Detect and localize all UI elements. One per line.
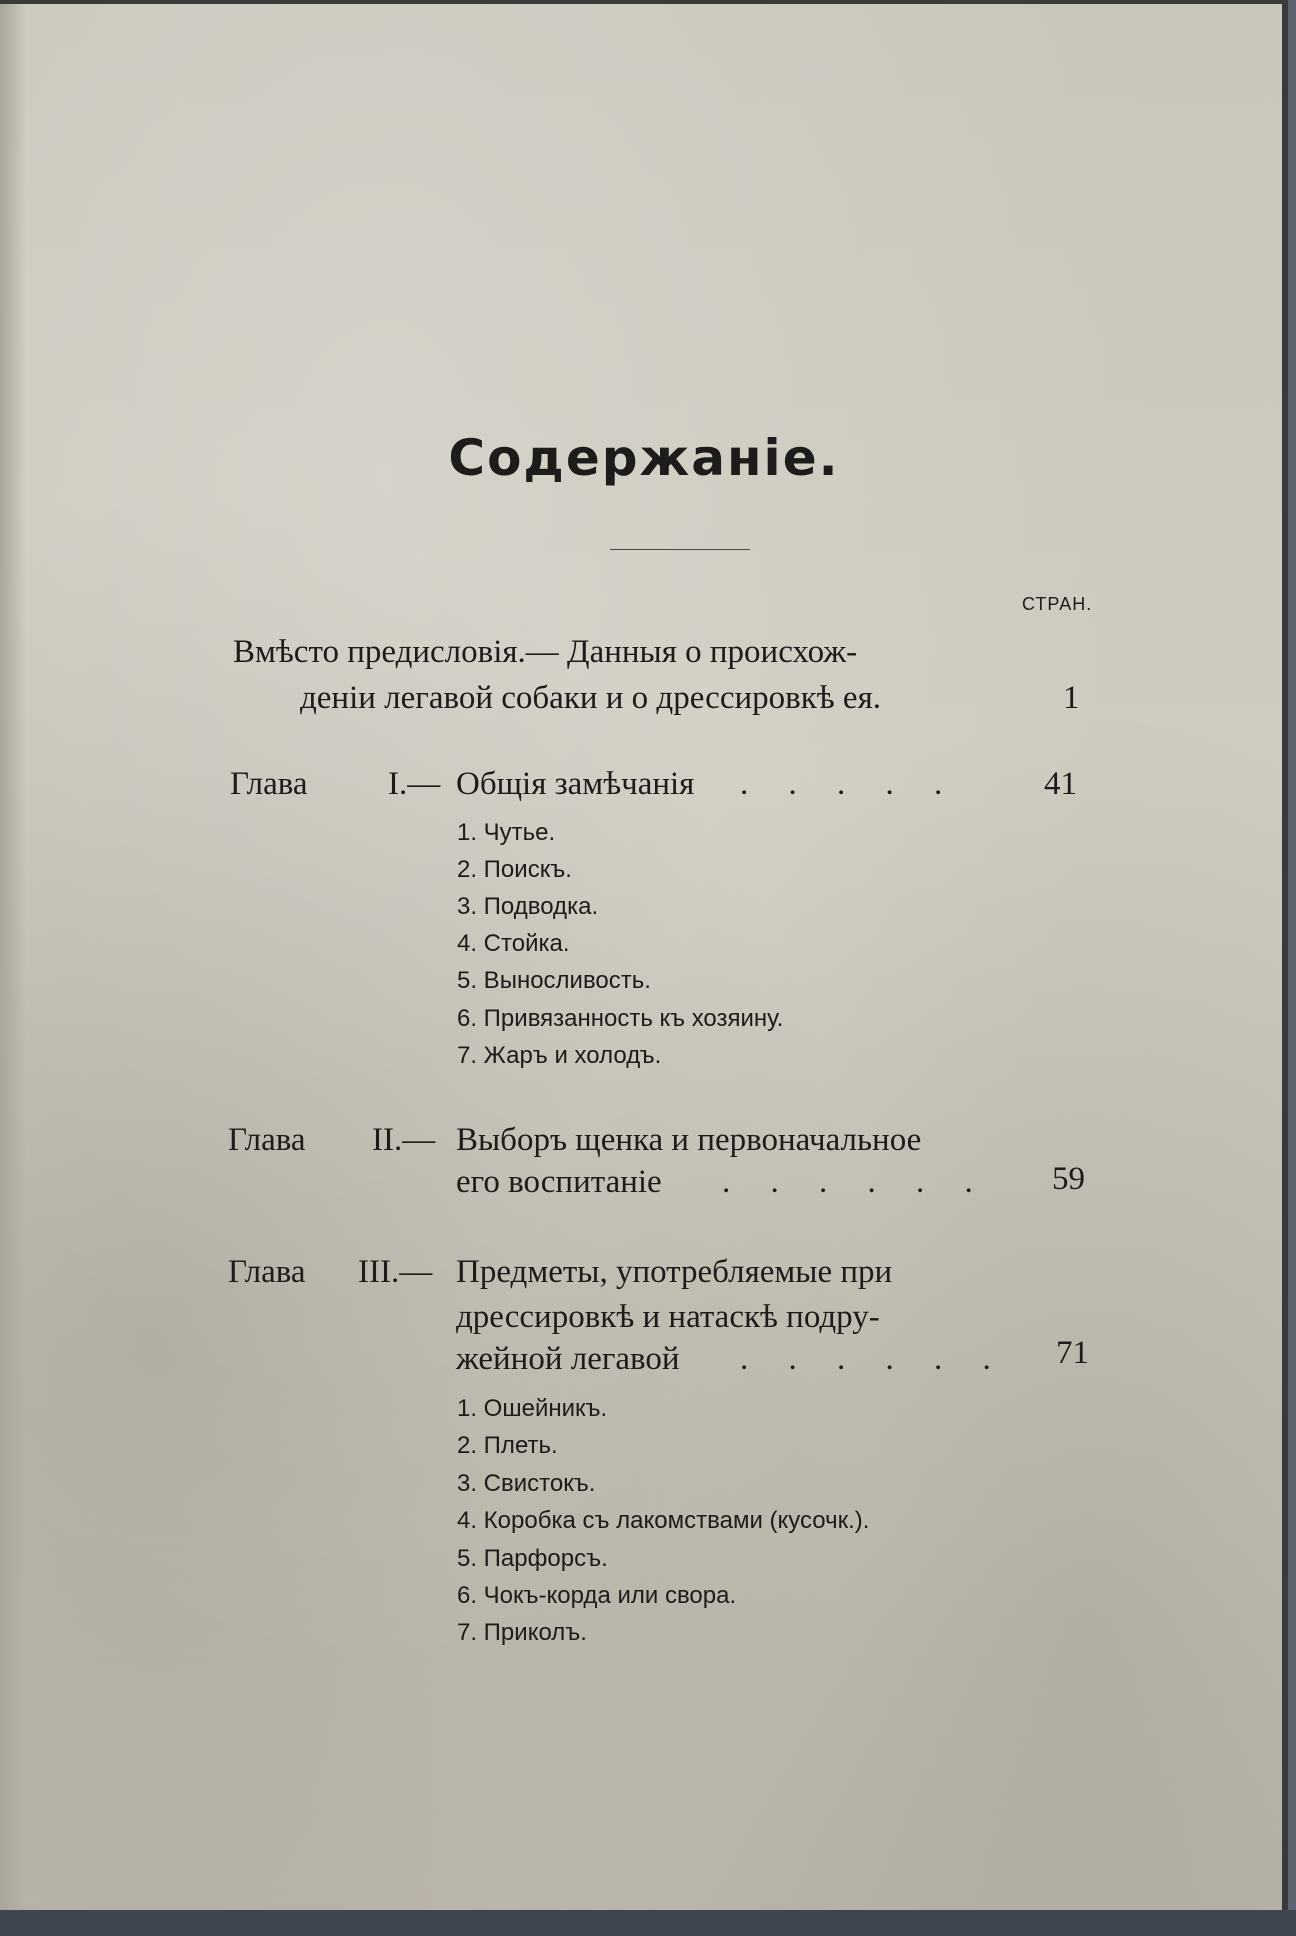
chapter-1-item: 1. Чутье. [457, 819, 556, 846]
page-column-label: СТРАН. [1022, 594, 1093, 614]
chapter-1-page-number: 41 [1044, 766, 1077, 802]
chapter-1-item: 3. Подводка. [457, 893, 599, 920]
preface-page-number: 1 [1063, 680, 1080, 716]
chapter-2-page-number: 59 [1052, 1161, 1085, 1197]
chapter-1-item: 2. Поискъ. [457, 856, 572, 883]
page-edge-shadow [0, 4, 26, 1914]
chapter-3-item: 7. Приколъ. [457, 1619, 587, 1646]
chapter-3-item: 1. Ошейникъ. [457, 1395, 608, 1422]
title-divider [610, 549, 750, 550]
chapter-1-leader-dots: . . . . . [740, 766, 959, 802]
chapter-3-item: 6. Чокъ-корда или свора. [457, 1582, 737, 1609]
chapter-3-page-number: 71 [1056, 1335, 1089, 1371]
chapter-3-item: 2. Плеть. [457, 1432, 558, 1459]
chapter-2-label: Глава [228, 1122, 306, 1158]
chapter-2-leader-dots: . . . . . . [722, 1164, 989, 1200]
chapter-3-item: 5. Парфорсъ. [457, 1545, 608, 1572]
preface-line-1: Вмѣсто предисловія.— Данныя о происхож- [233, 634, 858, 670]
chapter-2-numeral: II.— [372, 1122, 436, 1158]
page-title: Содержаніе. [448, 429, 840, 487]
chapter-1-item: 4. Стойка. [457, 930, 570, 957]
chapter-2-title-line-1: Выборъ щенка и первоначальное [456, 1122, 922, 1158]
chapter-3-leader-dots: . . . . . . [740, 1341, 1007, 1377]
chapter-1-numeral: I.— [388, 766, 441, 802]
chapter-3-label: Глава [228, 1254, 306, 1290]
chapter-3-title-line-2: дрессировкѣ и натаскѣ подру- [456, 1299, 880, 1335]
chapter-1-item: 7. Жаръ и холодъ. [457, 1042, 662, 1069]
chapter-3-numeral: III.— [358, 1254, 433, 1290]
chapter-3-title-line-1: Предметы, употребляемые при [456, 1254, 893, 1290]
background-surface [0, 1910, 1296, 1936]
preface-line-2: деніи легавой собаки и о дрессировкѣ ея. [300, 680, 881, 716]
chapter-1-item: 6. Привязанность къ хозяину. [457, 1005, 784, 1032]
chapter-3-item: 4. Коробка съ лакомствами (кусочк.). [457, 1507, 870, 1534]
chapter-1-item: 5. Выносливость. [457, 967, 651, 994]
chapter-1-label: Глава [230, 766, 308, 802]
chapter-3-title-line-3: жейной легавой [456, 1341, 680, 1377]
chapter-3-item: 3. Свистокъ. [457, 1470, 596, 1497]
chapter-2-title-line-2: его воспитаніе [456, 1164, 662, 1200]
chapter-1-title: Общія замѣчанія [456, 766, 695, 802]
